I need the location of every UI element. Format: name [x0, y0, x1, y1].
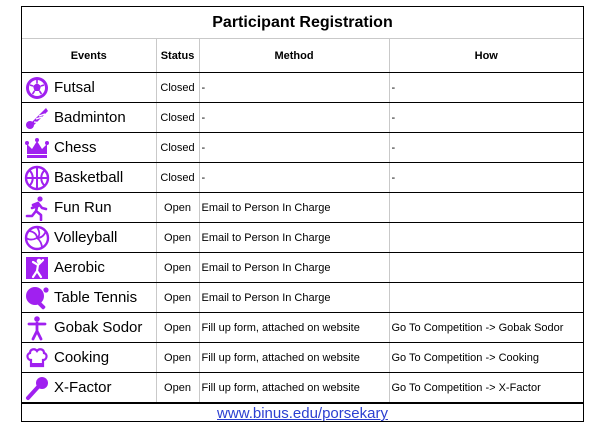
page-title: Participant Registration [22, 7, 583, 39]
status-cell: Open [156, 253, 199, 283]
event-name: Futsal [54, 79, 95, 96]
website-link[interactable]: www.binus.edu/porsekary [217, 405, 388, 422]
table-row [22, 373, 583, 403]
method-cell: - [199, 133, 389, 163]
method-cell: Email to Person In Charge [199, 223, 389, 253]
runner-icon [23, 194, 50, 221]
event-name: Badminton [54, 109, 126, 126]
volleyball-icon [23, 224, 50, 251]
table-row [22, 313, 583, 343]
method-cell: Email to Person In Charge [199, 193, 389, 223]
event-name: Gobak Sodor [54, 319, 143, 336]
event-cell [22, 223, 156, 253]
how-cell: Go To Competition -> X-Factor [389, 373, 583, 403]
table-row [22, 193, 583, 223]
method-cell: Email to Person In Charge [199, 253, 389, 283]
basketball-icon [23, 164, 50, 191]
event-cell [22, 163, 156, 193]
event-cell [22, 103, 156, 133]
event-name: Aerobic [54, 259, 105, 276]
event-cell [22, 193, 156, 223]
person-icon [23, 314, 50, 341]
event-cell [22, 343, 156, 373]
table-row [22, 103, 583, 133]
method-cell: Fill up form, attached on website [199, 313, 389, 343]
event-name: Fun Run [54, 199, 112, 216]
header-row [22, 39, 583, 73]
how-cell: - [389, 73, 583, 103]
status-column-header: Status [156, 39, 199, 73]
how-cell: Go To Competition -> Gobak Sodor [389, 313, 583, 343]
event-name: Basketball [54, 169, 124, 186]
how-cell [389, 283, 583, 313]
how-cell [389, 193, 583, 223]
event-cell [22, 253, 156, 283]
shuttlecock-icon [23, 104, 50, 131]
event-cell [22, 73, 156, 103]
method-cell: - [199, 73, 389, 103]
status-cell: Closed [156, 133, 199, 163]
event-cell [22, 373, 156, 403]
ping-pong-icon [23, 284, 50, 311]
method-cell: - [199, 103, 389, 133]
microphone-icon [23, 374, 50, 401]
registration-sheet [21, 6, 584, 422]
event-cell [22, 133, 156, 163]
table-row [22, 223, 583, 253]
status-cell: Open [156, 313, 199, 343]
footer [22, 403, 583, 423]
how-column-header: How [389, 39, 583, 73]
status-cell: Open [156, 343, 199, 373]
method-cell: Fill up form, attached on website [199, 343, 389, 373]
registration-table [22, 38, 583, 403]
table-row [22, 343, 583, 373]
table-row [22, 283, 583, 313]
table-row [22, 73, 583, 103]
event-name: Cooking [54, 349, 110, 366]
chef-hat-icon [23, 344, 50, 371]
aerobic-icon [23, 254, 50, 281]
how-cell [389, 253, 583, 283]
table-row [22, 163, 583, 193]
how-cell [389, 223, 583, 253]
table-row [22, 133, 583, 163]
status-cell: Closed [156, 163, 199, 193]
method-cell: Fill up form, attached on website [199, 373, 389, 403]
event-name: Volleyball [54, 229, 118, 246]
crown-icon [23, 134, 50, 161]
status-cell: Closed [156, 103, 199, 133]
event-cell [22, 313, 156, 343]
event-cell [22, 283, 156, 313]
how-cell: - [389, 103, 583, 133]
soccer-ball-icon [23, 74, 50, 101]
status-cell: Open [156, 223, 199, 253]
status-cell: Open [156, 193, 199, 223]
event-name: X-Factor [54, 379, 112, 396]
how-cell: - [389, 133, 583, 163]
how-cell: - [389, 163, 583, 193]
method-column-header: Method [199, 39, 389, 73]
method-cell: - [199, 163, 389, 193]
how-cell: Go To Competition -> Cooking [389, 343, 583, 373]
status-cell: Open [156, 373, 199, 403]
event-name: Table Tennis [54, 289, 138, 306]
method-cell: Email to Person In Charge [199, 283, 389, 313]
event-name: Chess [54, 139, 97, 156]
events-column-header: Events [22, 39, 156, 73]
status-cell: Open [156, 283, 199, 313]
table-row [22, 253, 583, 283]
status-cell: Closed [156, 73, 199, 103]
